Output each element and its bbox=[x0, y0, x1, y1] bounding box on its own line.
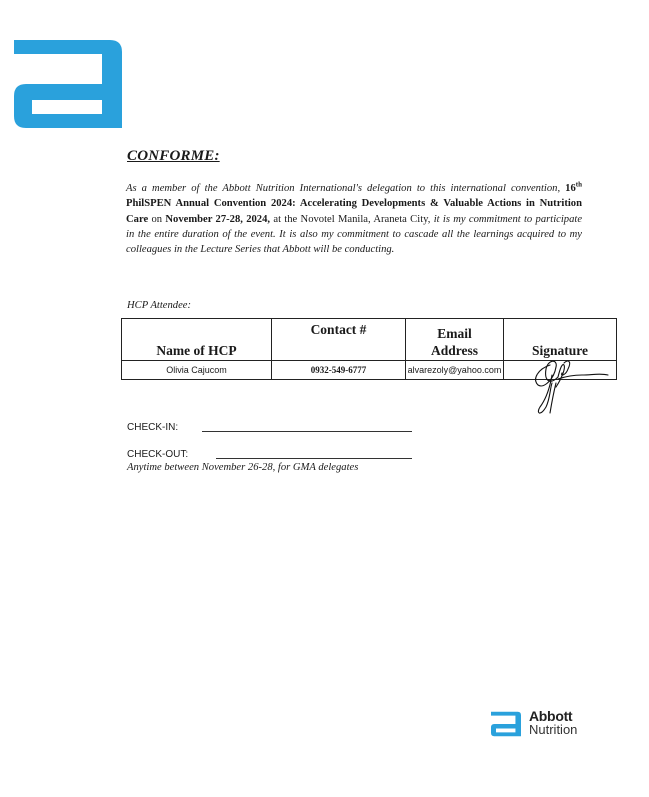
check-out-line bbox=[216, 458, 412, 459]
check-in-label: CHECK-IN: bbox=[127, 422, 179, 433]
header-contact: Contact # bbox=[272, 319, 406, 361]
commitment-paragraph: As a member of the Abbott Nutrition International's delegation to this international convention, 16th PhilSPEN Annual Convention 2024: Accelerating Developments & Valuable Actions in Nutrition Care on November 27-28, 2024, at the Novotel Manila, Araneta City, it is my commitment to participate in the entire duration of the event. It is also my commitment to cascade all the learnings acquired to my colleagues in the Lecture Series that Abbott will be conducting. bbox=[126, 180, 583, 256]
hcp-name-cell: Olivia Cajucom bbox=[122, 361, 272, 380]
abbott-small-logo-icon bbox=[491, 711, 521, 737]
brand-division: Nutrition bbox=[529, 722, 578, 737]
page-title: CONFORME: bbox=[127, 148, 220, 164]
header-signature: Signature bbox=[504, 319, 617, 361]
check-note: Anytime between November 26-28, for GMA delegates bbox=[127, 462, 359, 473]
hcp-attendee-label: HCP Attendee: bbox=[127, 300, 192, 311]
header-email: Email Address bbox=[406, 319, 504, 361]
check-in-line bbox=[202, 431, 412, 432]
abbott-logo-icon bbox=[14, 40, 122, 128]
handwritten-signature bbox=[528, 355, 618, 421]
header-name: Name of HCP bbox=[122, 319, 272, 361]
brand-name: Abbott bbox=[529, 708, 573, 724]
check-out-label: CHECK-OUT: bbox=[127, 449, 189, 460]
contact-cell: 0932-549-6777 bbox=[272, 361, 406, 380]
email-cell: alvarezoly@yahoo.com bbox=[406, 361, 504, 380]
